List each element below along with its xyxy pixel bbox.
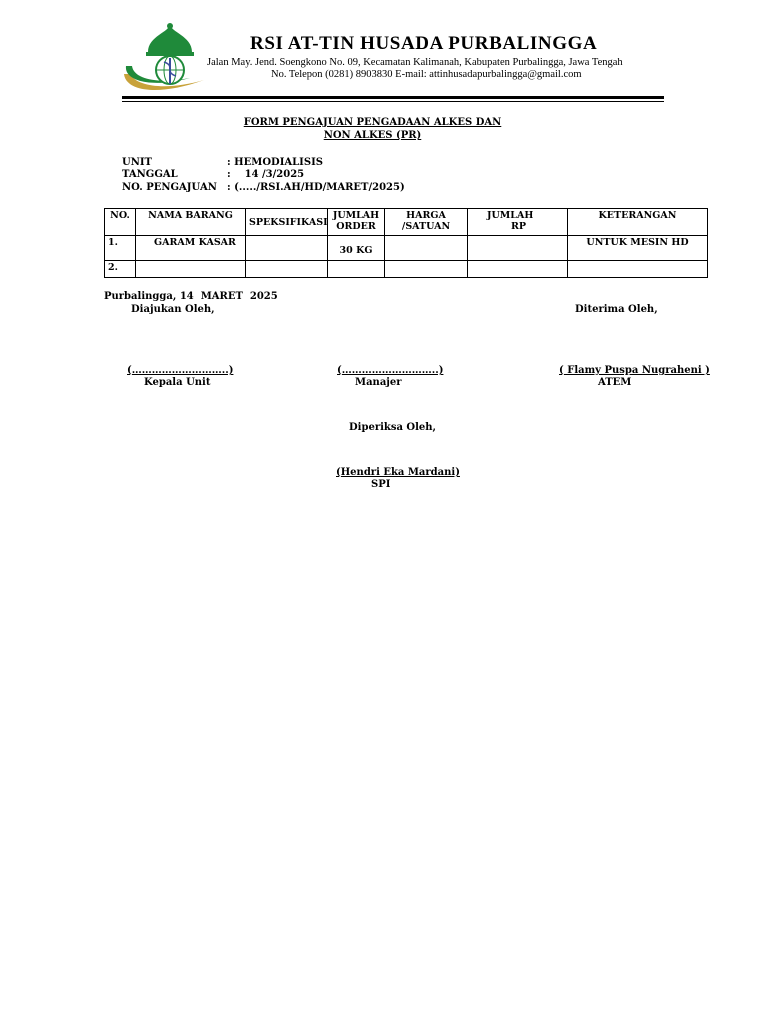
cell-harga [385, 236, 468, 261]
header-spesifikasi: SPEKSIFIKASI [246, 209, 328, 236]
cell-nama-barang [136, 261, 246, 278]
cell-nama-barang: GARAM KASAR [136, 236, 246, 261]
signature-kepala-unit-role: Kepala Unit [144, 377, 211, 388]
header-nama-barang: NAMA BARANG [136, 209, 246, 236]
cell-keterangan: UNTUK MESIN HD [568, 236, 708, 261]
cell-harga [385, 261, 468, 278]
diterima-label: Diterima Oleh, [575, 304, 658, 315]
header-keterangan: KETERANGAN [568, 209, 708, 236]
signature-spi-name: (Hendri Eka Mardani) [336, 467, 460, 478]
header-jumlah-rp [468, 209, 568, 236]
signature-manajer-role: Manajer [355, 377, 402, 388]
letterhead-rule-thin [122, 101, 664, 102]
hospital-contact: No. Telepon (0281) 8903830 E-mail: attinhusadapurbalingga@gmail.com [271, 69, 582, 80]
signature-atem-name: ( Flamy Puspa Nugraheni ) [559, 365, 710, 376]
diperiksa-label: Diperiksa Oleh, [349, 422, 437, 433]
cell-no: 2. [105, 261, 136, 278]
header-jumlah-order-line1: JUMLAH [332, 210, 380, 221]
header-jumlah-rp-line2: RP [511, 221, 527, 232]
hospital-logo [120, 22, 206, 98]
cell-jumlah-order [328, 261, 385, 278]
hospital-name: RSI AT-TIN HUSADA PURBALINGGA [250, 33, 598, 54]
header-harga-line2: /SATUAN [401, 221, 451, 232]
signature-spi-role: SPI [371, 479, 391, 490]
header-no: NO. [105, 209, 136, 236]
table-row [105, 236, 708, 261]
items-table [104, 208, 708, 278]
table-row [105, 261, 708, 278]
hospital-address: Jalan May. Jend. Soengkono No. 09, Kecamatan Kalimanah, Kabupaten Purbalingga, Jawa Tengah [207, 57, 623, 68]
form-title-line1: FORM PENGAJUAN PENGADAAN ALKES DAN [243, 117, 502, 128]
unit-value: : HEMODIALISIS [227, 157, 323, 168]
unit-label: UNIT [122, 157, 152, 168]
cell-jumlah-rp [468, 261, 568, 278]
cell-jumlah-rp [468, 236, 568, 261]
table-header-row [105, 209, 708, 236]
tanggal-value: : 14 /3/2025 [227, 169, 305, 180]
cell-spesifikasi [246, 261, 328, 278]
place-date: Purbalingga, 14 MARET 2025 [104, 291, 278, 302]
cell-keterangan [568, 261, 708, 278]
signature-manajer-name: (………………………..) [337, 365, 444, 376]
diajukan-label: Diajukan Oleh, [131, 304, 215, 315]
header-jumlah-order-line2: ORDER [336, 221, 376, 232]
header-harga-line1: HARGA [406, 210, 446, 221]
header-jumlah-order [328, 209, 385, 236]
no-pengajuan-label: NO. PENGAJUAN [122, 182, 217, 193]
cell-no: 1. [105, 236, 136, 261]
header-jumlah-rp-line1: JUMLAH [487, 210, 534, 221]
signature-atem-role: ATEM [598, 377, 632, 388]
letterhead-rule-thick [122, 96, 664, 99]
signature-kepala-unit-name: (………………………..) [127, 365, 234, 376]
cell-spesifikasi [246, 236, 328, 261]
header-harga [385, 209, 468, 236]
no-pengajuan-value: : (...../RSI.AH/HD/MARET/2025) [227, 182, 405, 193]
cell-jumlah-order: 30 KG [328, 236, 385, 261]
tanggal-label: TANGGAL [122, 169, 178, 180]
form-title-line2: NON ALKES (PR) [323, 130, 422, 141]
